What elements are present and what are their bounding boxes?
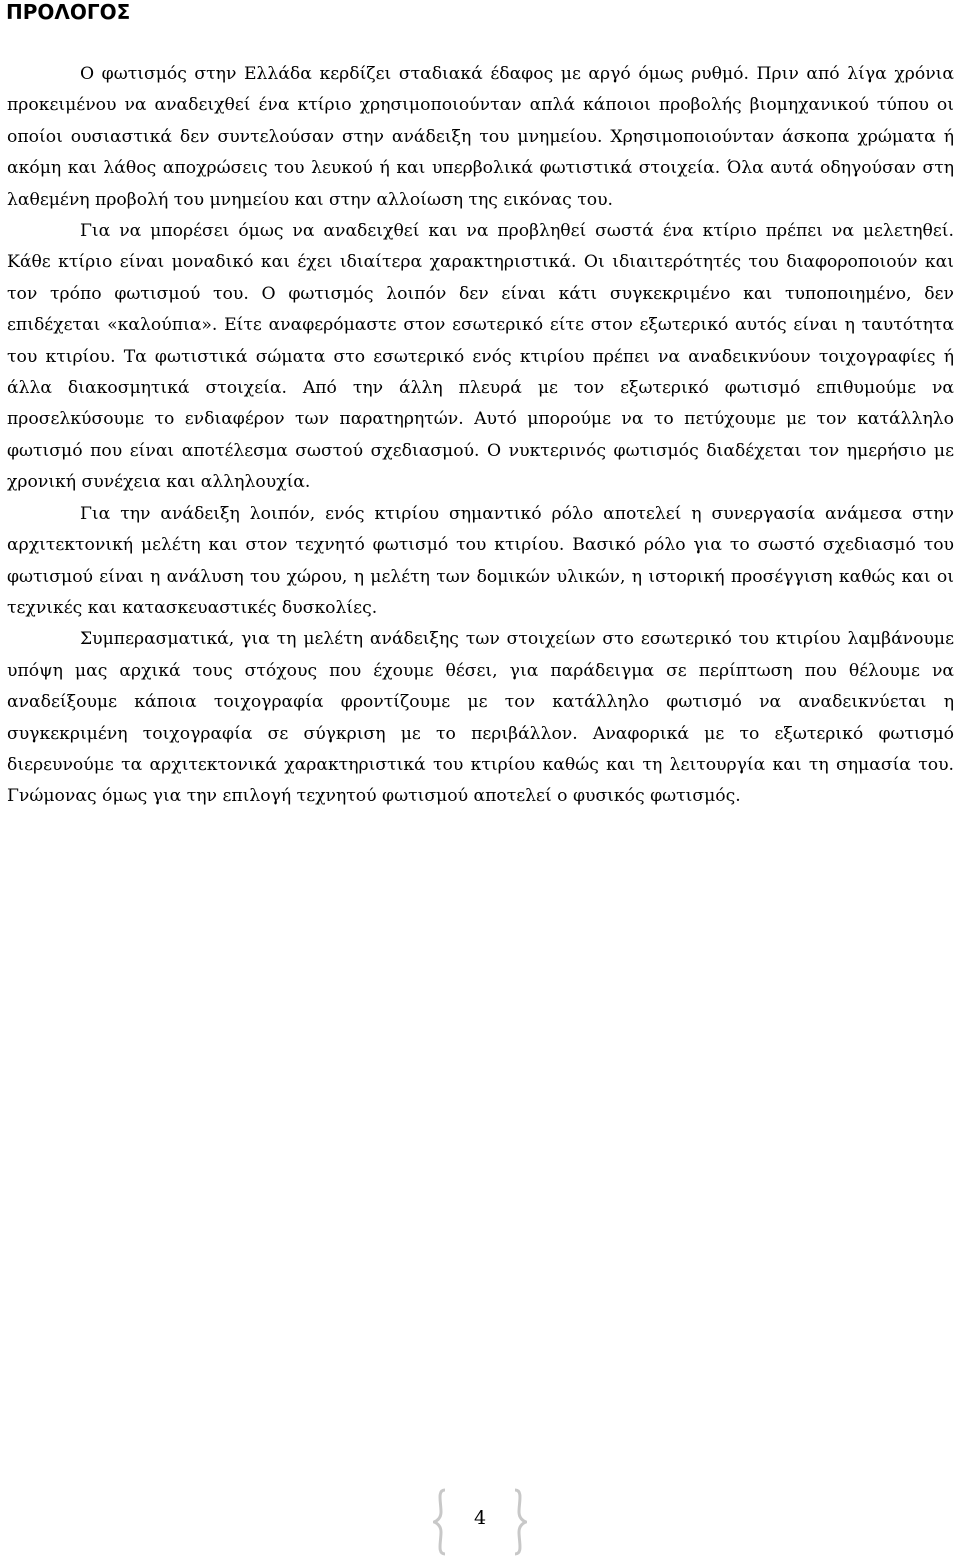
page-number: 4 xyxy=(473,1507,487,1529)
page-footer xyxy=(433,1486,523,1556)
paragraph-2: Για να μπορέσει όμως να αναδειχθεί και να προβληθεί σωστά ένα κτίριο πρέπει να μελετηθεί. Κάθε κτίριο είναι μοναδικό και έχει ιδιαίτερα χαρακτηριστικά. Οι ιδιαιτερότητές του διαφοροποιούν και τον τρόπο φωτισμού του. Ο φωτισμός λοιπόν δεν είναι κάτι συγκεκριμένο και τυποποιημένο, δεν επιδέχεται «καλούπια». Είτε αναφερόμαστε στον εσωτερικό είτε στον εξωτερικό αυτός είναι η ταυτότητα του κτιρίου. Τα φωτιστικά σώματα στο εσωτερικό ενός κτιρίου πρέπει να αναδεικνύουν τοιχογραφίες ή άλλα διακοσμητικά στοιχεία. Από την άλλη πλευρά με τον εξωτερικό φωτισμό επιθυμούμε να προσελκύσουμε το ενδιαφέρον των παρατηρητών. Αυτό μπορούμε να το πετύχουμε με τον κατάλληλο φωτισμό που είναι αποτέλεσμα σωστού σχεδιασμού. Ο νυκτερινός φωτισμός διαδέχεται τον ημερήσιο με χρονική συνέχεια και αλληλουχία. xyxy=(7,221,954,493)
page-title: ΠΡΟΛΟΓΟΣ xyxy=(6,0,131,24)
paragraph-1: Ο φωτισμός στην Ελλάδα κερδίζει σταδιακά έδαφος με αργό όμως ρυθμό. Πριν από λίγα χρόνια προκειμένου να αναδειχθεί ένα κτίριο χρησιμοποιούνταν απλά κάποιοι προβολής βιομηχανικού τύπου οι οποίοι ουσιαστικά δεν συντελούσαν στην ανάδειξη του μνημείου. Χρησιμοποιούνταν άσκοπα χρώματα ή ακόμη και λάθος αποχρώσεις του λευκού ή και υπερβολικά φωτιστικά στοιχεία. Όλα αυτά οδηγούσαν στη λαθεμένη προβολή του μνημείου και στην αλλοίωση της εικόνας του. xyxy=(7,64,954,210)
paragraph-4: Συμπερασματικά, για τη μελέτη ανάδειξης των στοιχείων στο εσωτερικό του κτιρίου λαμβάνουμε υπόψη μας αρχικά τους στόχους που έχουμε θέσει, για παράδειγμα σε περίπτωση που θέλουμε να αναδείξουμε κάποια τοιχογραφία φροντίζουμε με τον κατάλληλο φωτισμό να αναδεικνύεται η συγκεκριμένη τοιχογραφία σε σύγκριση με το περιβάλλον. Αναφορικά με το εξωτερικό φωτισμό διερευνούμε τα αρχιτεκτονικά χαρακτηριστικά του κτιρίου καθώς και τη λειτουργία και τη σημασία του. Γνώμονας όμως για την επιλογή τεχνητού φωτισμού αποτελεί ο φυσικός φωτισμός. xyxy=(7,629,954,807)
document-body xyxy=(7,59,954,813)
paragraph-3: Για την ανάδειξη λοιπόν, ενός κτιρίου σημαντικό ρόλο αποτελεί η συνεργασία ανάμεσα στην αρχιτεκτονική μελέτη και στον τεχνητό φωτισμό του κτιρίου. Βασικό ρόλο για το σωστό σχεδιασμό του φωτισμού είναι η ανάλυση του χώρου, η μελέτη των δομικών υλικών, η ιστορική προσέγγιση καθώς και οι τεχνικές και κατασκευαστικές δυσκολίες. xyxy=(7,503,954,618)
